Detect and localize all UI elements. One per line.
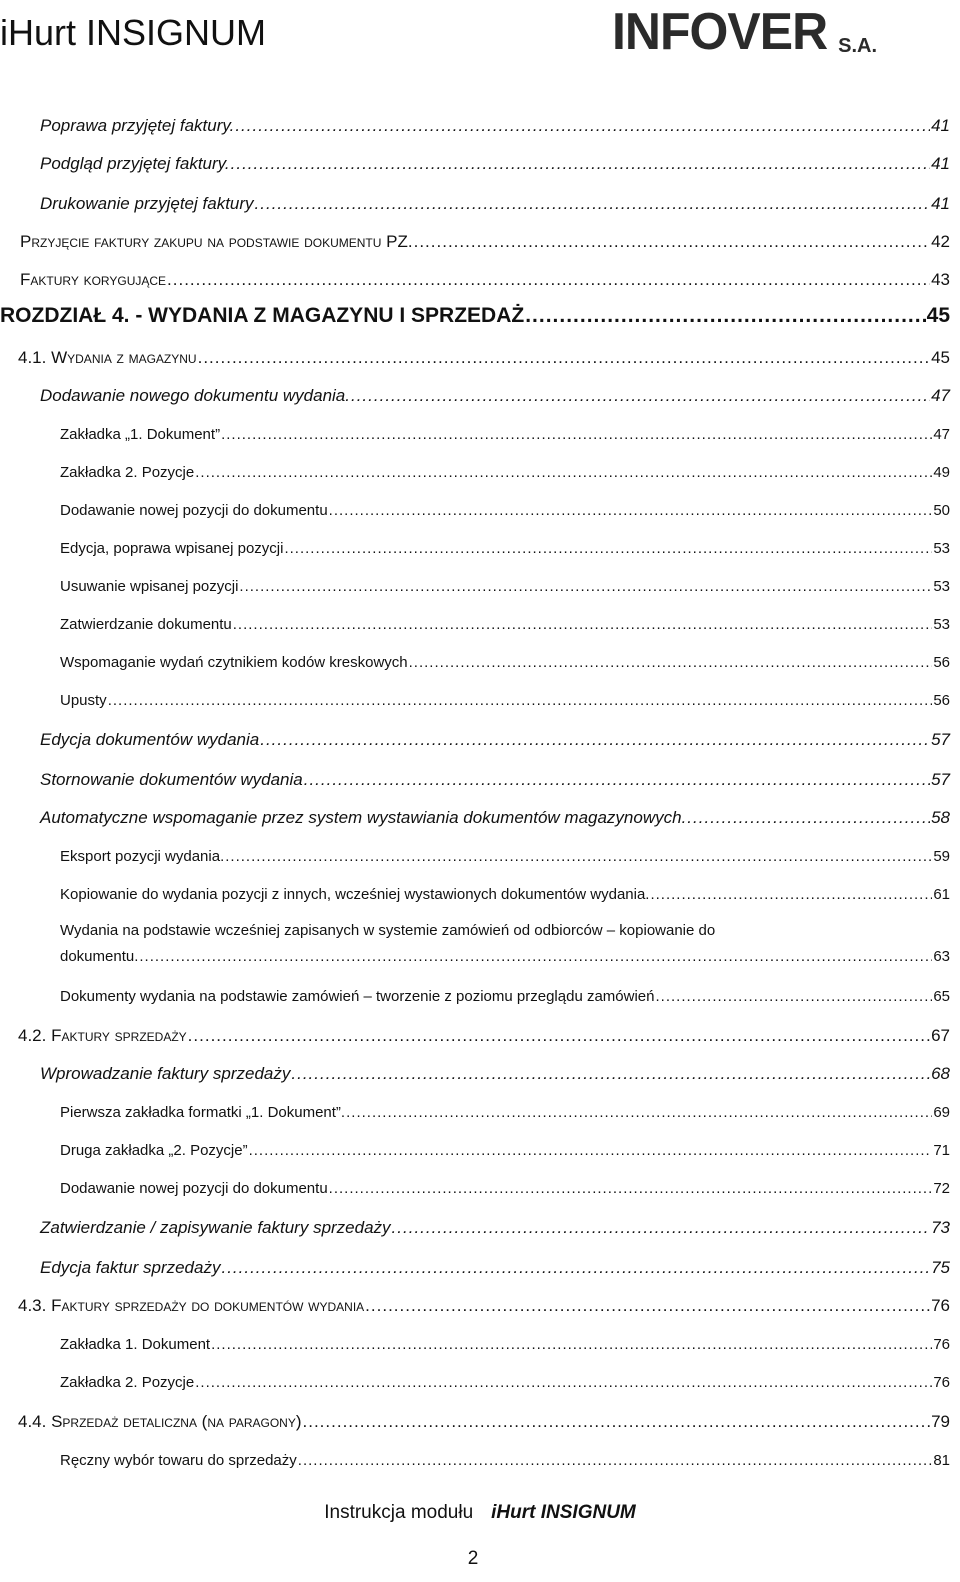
toc-section[interactable] <box>18 1026 950 1046</box>
toc-leader <box>108 692 933 709</box>
toc-entry-page: 47 <box>933 426 950 443</box>
toc-entry-title: Dodawanie nowego dokumentu wydania. <box>40 386 350 405</box>
toc-entry-page: 41 <box>931 194 950 213</box>
toc-leader <box>329 1180 933 1197</box>
toc-leader <box>346 1104 932 1121</box>
toc-chapter[interactable] <box>0 304 950 328</box>
toc-entry-title: Usuwanie wpisanej pozycji <box>60 578 239 595</box>
toc-leader <box>249 1142 933 1159</box>
toc-leader <box>650 886 932 903</box>
toc-entry-title: Sprzedaż detaliczna (na paragony) <box>51 1412 302 1431</box>
toc-entry-page: 69 <box>933 1104 950 1121</box>
toc-entry-title: Wprowadzanie faktury sprzedaży <box>40 1064 291 1083</box>
toc-entry-page: 61 <box>933 886 950 903</box>
toc-entry[interactable] <box>40 194 950 214</box>
toc-entry-page: 47 <box>931 386 950 405</box>
infover-logo <box>612 2 952 61</box>
toc-entry[interactable] <box>40 386 950 406</box>
toc-entry-page: 73 <box>931 1218 950 1237</box>
toc-entry-title: Faktury sprzedaży do dokumentów wydania <box>51 1296 365 1315</box>
toc-entry[interactable] <box>60 1336 950 1353</box>
toc-leader <box>231 154 930 174</box>
toc-leader <box>392 1218 931 1238</box>
toc-section-number: 4.1. <box>18 348 47 367</box>
toc-entry-page: 41 <box>931 154 950 173</box>
toc-entry-multiline[interactable] <box>60 918 950 970</box>
toc-leader <box>365 1296 930 1316</box>
toc-entry[interactable] <box>60 1142 950 1159</box>
logo-main-text: INFOVER <box>612 3 828 61</box>
toc-leader <box>298 1452 933 1469</box>
toc-entry[interactable] <box>60 540 950 557</box>
toc-entry-title: Faktury sprzedaży <box>51 1026 187 1045</box>
toc-entry-title: Zakładka 1. Dokument <box>60 1336 211 1353</box>
toc-section[interactable] <box>18 348 950 368</box>
toc-entry-page: 76 <box>933 1374 950 1391</box>
toc-leader <box>235 116 930 136</box>
toc-entry-title: Eksport pozycji wydania. <box>60 848 225 865</box>
toc-entry-title: Zakładka 2. Pozycje <box>60 464 195 481</box>
toc-leader <box>409 654 933 671</box>
footer-label: Instrukcja modułu <box>324 1502 474 1523</box>
toc-entry-page: 49 <box>933 464 950 481</box>
logo-suffix-text: S.A. <box>838 35 878 57</box>
toc-leader <box>304 770 930 790</box>
toc-entry-title: Zakładka 2. Pozycje <box>60 1374 195 1391</box>
toc-entry-title: Przyjęcie faktury zakupu na podstawie dokumentu PZ. <box>20 232 413 251</box>
toc-entry[interactable] <box>40 808 950 828</box>
toc-leader <box>188 1026 930 1046</box>
toc-section-number: 4.3. <box>18 1296 47 1315</box>
toc-entry[interactable] <box>60 426 950 443</box>
toc-leader <box>687 808 930 828</box>
toc-entry[interactable] <box>40 730 950 750</box>
toc-leader <box>351 386 930 406</box>
toc-entry-title: Zakładka „1. Dokument” <box>60 426 221 443</box>
toc-entry-title: Stornowanie dokumentów wydania <box>40 770 303 789</box>
toc-entry[interactable] <box>40 1258 950 1278</box>
toc-entry-page: 76 <box>931 1296 950 1315</box>
toc-entry-page: 43 <box>931 270 950 289</box>
toc-section-number: 4.2. <box>18 1026 47 1045</box>
toc-entry-title: Dodawanie nowej pozycji do dokumentu <box>60 1180 328 1197</box>
toc-entry[interactable] <box>60 848 950 865</box>
toc-leader <box>211 1336 932 1353</box>
toc-entry-page: 58 <box>931 808 950 827</box>
toc-entry[interactable] <box>60 616 950 633</box>
toc-leader <box>221 1258 930 1278</box>
toc-entry[interactable] <box>40 116 950 136</box>
toc-leader <box>291 1064 930 1084</box>
toc-entry-page: 75 <box>931 1258 950 1277</box>
toc-entry[interactable] <box>60 692 950 709</box>
toc-entry-page: 63 <box>933 948 950 965</box>
toc-entry[interactable] <box>60 1452 950 1469</box>
toc-entry-page: 71 <box>933 1142 950 1159</box>
toc-entry-title: Poprawa przyjętej faktury. <box>40 116 235 135</box>
toc-entry-page: 45 <box>931 348 950 367</box>
toc-entry-page: 65 <box>933 988 950 1005</box>
toc-entry[interactable] <box>40 770 950 790</box>
toc-leader <box>414 232 930 252</box>
toc-entry[interactable] <box>20 270 950 290</box>
toc-entry-page: 53 <box>933 578 950 595</box>
toc-leader <box>239 578 932 595</box>
toc-leader <box>198 348 930 368</box>
toc-entry-title: ROZDZIAŁ 4. - WYDANIA Z MAGAZYNU I SPRZEDAŻ <box>0 304 525 327</box>
toc-entry-title: Drukowanie przyjętej faktury <box>40 194 254 213</box>
toc-entry-page: 57 <box>931 770 950 789</box>
toc-leader <box>284 540 932 557</box>
toc-leader <box>167 270 930 290</box>
toc-entry-title: Pierwsza zakładka formatki „1. Dokument”. <box>60 1104 346 1121</box>
page-number: 2 <box>467 1548 479 1569</box>
toc-entry-title: Kopiowanie do wydania pozycji z innych, wcześniej wystawionych dokumentów wydania. <box>60 886 650 903</box>
toc-entry-title: Druga zakładka „2. Pozycje” <box>60 1142 248 1159</box>
toc-leader <box>221 426 932 443</box>
toc-entry-title: Upusty <box>60 692 107 709</box>
toc-entry[interactable] <box>60 578 950 595</box>
toc-entry-page: 81 <box>933 1452 950 1469</box>
toc-entry-title: Dodawanie nowej pozycji do dokumentu <box>60 502 328 519</box>
toc-entry[interactable] <box>60 988 950 1005</box>
toc-entry-page: 67 <box>931 1026 950 1045</box>
toc-entry-page: 50 <box>933 502 950 519</box>
toc-entry-page: 53 <box>933 540 950 557</box>
toc-leader <box>225 848 932 865</box>
toc-leader <box>260 730 930 750</box>
toc-entry-page: 57 <box>931 730 950 749</box>
toc-leader <box>655 988 932 1005</box>
toc-entry-title: Zatwierdzanie dokumentu <box>60 616 232 633</box>
toc-entry-title-line1: Wydania na podstawie wcześniej zapisanych w systemie zamówień od odbiorców – kopiowanie do <box>60 922 716 939</box>
toc-entry-page: 53 <box>933 616 950 633</box>
toc-leader <box>525 304 925 328</box>
toc-entry-page: 79 <box>931 1412 950 1431</box>
header-title: iHurt INSIGNUM <box>0 12 267 53</box>
toc-entry[interactable] <box>60 1104 950 1121</box>
toc-leader <box>329 502 933 519</box>
toc-section-number: 4.4. <box>18 1412 47 1431</box>
toc-entry-page: 45 <box>926 304 950 327</box>
toc-entry[interactable] <box>40 1218 950 1238</box>
toc-section[interactable] <box>18 1296 950 1316</box>
toc-entry-title: Edycja, poprawa wpisanej pozycji <box>60 540 284 557</box>
toc-entry-page: 56 <box>933 692 950 709</box>
toc-entry-title: Automatyczne wspomaganie przez system wystawiania dokumentów magazynowych. <box>40 808 687 827</box>
toc-entry-title: Ręczny wybór towaru do sprzedaży <box>60 1452 297 1469</box>
toc-entry-page: 41 <box>931 116 950 135</box>
toc-leader <box>233 616 933 633</box>
toc-entry[interactable] <box>20 232 950 252</box>
toc-entry-page: 72 <box>933 1180 950 1197</box>
toc-entry[interactable] <box>60 502 950 519</box>
toc-entry-page: 76 <box>933 1336 950 1353</box>
toc-entry[interactable] <box>40 154 950 174</box>
toc-entry-page: 68 <box>931 1064 950 1083</box>
toc-section[interactable] <box>18 1412 950 1432</box>
toc-entry-title: Podgląd przyjętej faktury. <box>40 154 230 173</box>
toc-leader <box>139 944 932 970</box>
toc-entry-title: Edycja faktur sprzedaży <box>40 1258 221 1277</box>
toc-entry-page: 42 <box>931 232 950 251</box>
toc-entry-title: Dokumenty wydania na podstawie zamówień – tworzenie z poziomu przeglądu zamówień <box>60 988 655 1005</box>
toc-entry-title: Edycja dokumentów wydania <box>40 730 260 749</box>
toc-entry[interactable] <box>60 464 950 481</box>
footer-product: iHurt INSIGNUM <box>491 1502 636 1523</box>
toc-entry-title: Faktury korygujące <box>20 270 167 289</box>
toc-entry-title: dokumentu. <box>60 948 139 965</box>
toc-leader <box>195 1374 932 1391</box>
toc-entry[interactable] <box>60 1180 950 1197</box>
toc-entry-page: 59 <box>933 848 950 865</box>
toc-entry[interactable] <box>60 886 950 903</box>
toc-entry[interactable] <box>40 1064 950 1084</box>
toc-entry-title: Zatwierdzanie / zapisywanie faktury sprzedaży <box>40 1218 391 1237</box>
toc-entry-title: Wspomaganie wydań czytnikiem kodów kreskowych <box>60 654 408 671</box>
toc-leader <box>303 1412 931 1432</box>
toc-entry-page: 56 <box>933 654 950 671</box>
toc-entry-title: Wydania z magazynu <box>51 348 197 367</box>
page-footer <box>0 1502 960 1524</box>
toc-entry[interactable] <box>60 1374 950 1391</box>
toc-leader <box>195 464 932 481</box>
toc-leader <box>255 194 931 214</box>
toc-entry[interactable] <box>60 654 950 671</box>
